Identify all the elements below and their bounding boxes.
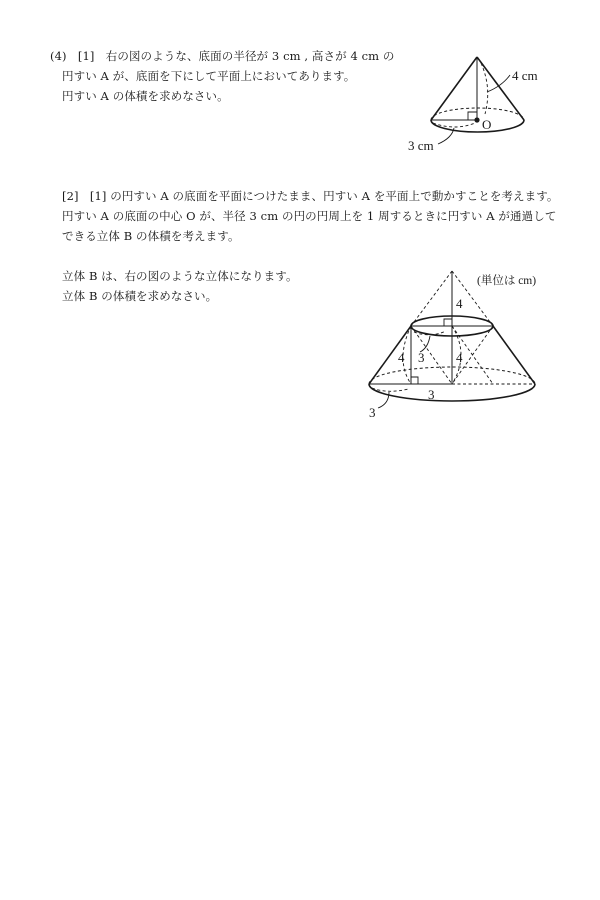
height-label: 4 cm (512, 68, 538, 83)
part2-text-line4: 立体 B は、右の図のような立体になります。 (62, 269, 298, 283)
part1-text-line2: 円すい A が、底面を下にして平面上においてあります。 (62, 69, 356, 83)
part1-text-line1: 右の図のような、底面の半径が 3 cm , 高さが 4 cm の (105, 49, 395, 63)
part2-text-line1: [1] の円すい A の底面を平面につけたまま、円すい A を平面上で動かすことを考えます。 (89, 189, 559, 203)
radius-label: 3 cm (408, 138, 434, 153)
part2-label: [2] (62, 189, 79, 203)
center-label: O (482, 117, 492, 132)
top-height-label: 4 (456, 296, 463, 311)
part2-text-line2: 円すい A の底面の中心 O が、半径 3 cm の円の円周上を 1 周するときに円すい A が通過して (62, 209, 557, 223)
part2-text-line5: 立体 B の体積を求めなさい。 (62, 289, 218, 303)
problem-number: (4) (50, 49, 67, 63)
right-height-label: 4 (456, 350, 463, 365)
part1-label: [1] (77, 49, 95, 63)
unit-label: (単位は cm) (477, 275, 537, 287)
problem-number-and-part1-line1 (50, 48, 395, 64)
part2-line1 (62, 188, 559, 204)
left-height-label: 4 (398, 350, 405, 365)
part2-text-line3: できる立体 B の体積を考えます。 (62, 229, 240, 243)
outer-radius-label: 3 (369, 405, 376, 420)
inner-radius-label: 3 (418, 350, 425, 365)
part1-text-line3: 円すい A の体積を求めなさい。 (62, 89, 229, 103)
center-point-o (474, 117, 479, 122)
bottom-segment-label: 3 (428, 387, 435, 402)
